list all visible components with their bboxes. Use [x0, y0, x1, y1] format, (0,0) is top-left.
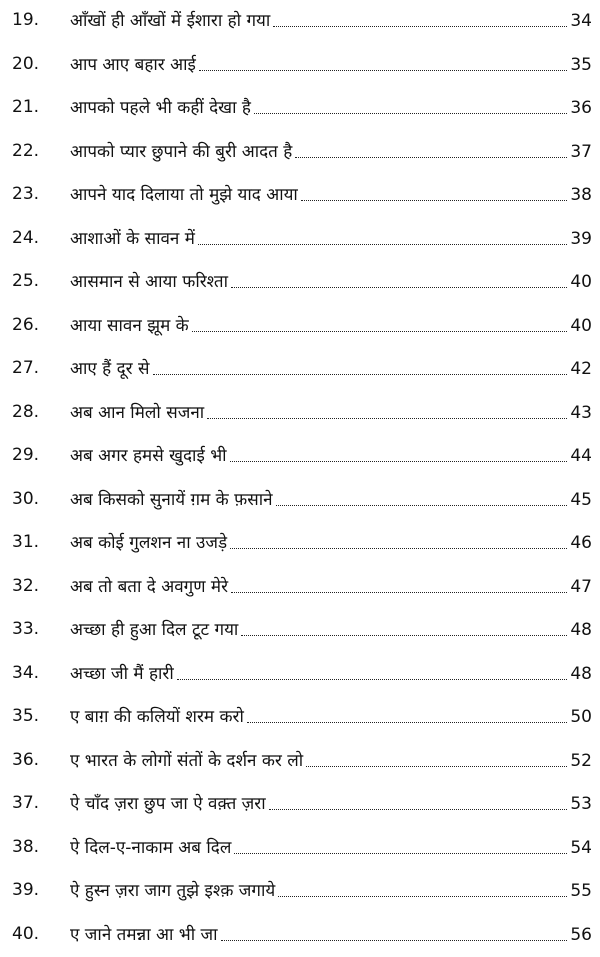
toc-entry [0, 783, 600, 827]
toc-entry [0, 218, 600, 262]
toc-entry [0, 609, 600, 653]
entry-number: 39. [12, 880, 39, 900]
entry-number: 27. [12, 358, 39, 378]
entry-title: ऐ दिल-ए-नाकाम अब दिल [70, 835, 231, 858]
toc-entry [0, 392, 600, 436]
entry-page-number: 47 [570, 577, 592, 597]
toc-entry [0, 566, 600, 610]
entry-title: आपको पहले भी कहीं देखा है [70, 95, 251, 118]
entry-line [70, 139, 592, 162]
entry-title: अच्छा जी मैं हारी [70, 661, 174, 684]
entry-line [70, 443, 592, 466]
entry-page-number: 54 [570, 838, 592, 858]
entry-number: 30. [12, 489, 39, 509]
dot-leader [231, 286, 567, 288]
dot-leader [295, 156, 567, 158]
entry-page-number: 42 [570, 359, 592, 379]
entry-page-number: 34 [570, 11, 592, 31]
dot-leader [306, 765, 567, 767]
entry-number: 34. [12, 663, 39, 683]
entry-line [70, 748, 592, 771]
entry-page-number: 37 [570, 142, 592, 162]
entry-line [70, 878, 592, 901]
entry-line [70, 574, 592, 597]
entry-number: 25. [12, 271, 39, 291]
entry-page-number: 44 [570, 446, 592, 466]
dot-leader [207, 417, 567, 419]
entry-page-number: 50 [570, 707, 592, 727]
dot-leader [231, 591, 567, 593]
entry-page-number: 55 [570, 881, 592, 901]
entry-number: 35. [12, 706, 39, 726]
dot-leader [153, 373, 568, 375]
entry-line [70, 704, 592, 727]
entry-line [70, 226, 592, 249]
toc-entry [0, 740, 600, 784]
toc-entry [0, 435, 600, 479]
entry-number: 40. [12, 924, 39, 944]
entry-page-number: 39 [570, 229, 592, 249]
entry-number: 32. [12, 576, 39, 596]
entry-number: 38. [12, 837, 39, 857]
entry-title: अच्छा ही हुआ दिल टूट गया [70, 617, 238, 640]
dot-leader [269, 808, 568, 810]
entry-title: ऐ हुस्न ज़रा जाग तुझे इश्क़ जगाये [70, 878, 275, 901]
entry-page-number: 35 [570, 55, 592, 75]
entry-number: 21. [12, 97, 39, 117]
entry-line [70, 52, 592, 75]
toc-entry [0, 87, 600, 131]
entry-page-number: 53 [570, 794, 592, 814]
toc-entry [0, 261, 600, 305]
dot-leader [301, 199, 568, 201]
entry-line [70, 922, 592, 945]
entry-title: आपको प्यार छुपाने की बुरी आदत है [70, 139, 292, 162]
entry-title: अब अगर हमसे खुदाई भी [70, 443, 227, 466]
entry-title: ए जाने तमन्ना आ भी जा [70, 922, 218, 945]
entry-title: आँखों ही आँखों में ईशारा हो गया [70, 8, 270, 31]
dot-leader [221, 939, 568, 941]
entry-title: आया सावन झूम के [70, 313, 189, 336]
entry-title: अब तो बता दे अवगुण मेरे [70, 574, 228, 597]
dot-leader [230, 460, 568, 462]
dot-leader [273, 25, 567, 27]
entry-page-number: 52 [570, 751, 592, 771]
toc-entry [0, 914, 600, 957]
toc-entry [0, 522, 600, 566]
entry-page-number: 56 [570, 925, 592, 945]
entry-title: ए भारत के लोगों संतों के दर्शन कर लो [70, 748, 303, 771]
entry-line [70, 8, 592, 31]
dot-leader [234, 852, 567, 854]
entry-line [70, 661, 592, 684]
entry-page-number: 48 [570, 664, 592, 684]
entry-line [70, 617, 592, 640]
entry-page-number: 36 [570, 98, 592, 118]
dot-leader [247, 721, 567, 723]
entry-page-number: 40 [570, 316, 592, 336]
entry-line [70, 791, 592, 814]
entry-line [70, 95, 592, 118]
entry-line [70, 269, 592, 292]
dot-leader [198, 243, 567, 245]
entry-page-number: 48 [570, 620, 592, 640]
entry-page-number: 46 [570, 533, 592, 553]
entry-number: 26. [12, 315, 39, 335]
toc-entry [0, 44, 600, 88]
entry-line [70, 835, 592, 858]
toc-entry [0, 479, 600, 523]
dot-leader [241, 634, 567, 636]
dot-leader [192, 330, 568, 332]
entry-title: अब आन मिलो सजना [70, 400, 204, 423]
entry-page-number: 40 [570, 272, 592, 292]
entry-line [70, 182, 592, 205]
entry-number: 31. [12, 532, 39, 552]
entry-number: 23. [12, 184, 39, 204]
entry-line [70, 487, 592, 510]
toc-entry [0, 653, 600, 697]
entry-title: अब किसको सुनायें ग़म के फ़साने [70, 487, 273, 510]
entry-title: आशाओं के सावन में [70, 226, 195, 249]
toc-entry [0, 348, 600, 392]
entry-number: 19. [12, 10, 39, 30]
entry-number: 33. [12, 619, 39, 639]
entry-page-number: 43 [570, 403, 592, 423]
entry-number: 20. [12, 54, 39, 74]
entry-number: 22. [12, 141, 39, 161]
entry-number: 36. [12, 750, 39, 770]
dot-leader [230, 547, 567, 549]
entry-page-number: 45 [570, 490, 592, 510]
entry-number: 24. [12, 228, 39, 248]
toc-entry [0, 174, 600, 218]
entry-number: 29. [12, 445, 39, 465]
dot-leader [278, 895, 567, 897]
entry-line [70, 400, 592, 423]
toc-entry [0, 827, 600, 871]
dot-leader [177, 678, 568, 680]
entry-title: आप आए बहार आई [70, 52, 196, 75]
entry-page-number: 38 [570, 185, 592, 205]
toc-entry [0, 870, 600, 914]
toc-entry [0, 305, 600, 349]
entry-title: आपने याद दिलाया तो मुझे याद आया [70, 182, 298, 205]
entry-title: ऐ चाँद ज़रा छुप जा ऐ वक़्त ज़रा [70, 791, 266, 814]
entry-line [70, 530, 592, 553]
entry-line [70, 356, 592, 379]
dot-leader [254, 112, 567, 114]
dot-leader [199, 69, 568, 71]
toc-entry [0, 131, 600, 175]
toc-entry [0, 696, 600, 740]
entry-title: आए हैं दूर से [70, 356, 150, 379]
toc-entry [0, 0, 600, 44]
entry-line [70, 313, 592, 336]
entry-number: 37. [12, 793, 39, 813]
entry-title: अब कोई गुलशन ना उजड़े [70, 530, 227, 553]
entry-number: 28. [12, 402, 39, 422]
dot-leader [276, 504, 568, 506]
entry-title: आसमान से आया फरिश्ता [70, 269, 228, 292]
entry-title: ए बाग़ की कलियों शरम करो [70, 704, 244, 727]
